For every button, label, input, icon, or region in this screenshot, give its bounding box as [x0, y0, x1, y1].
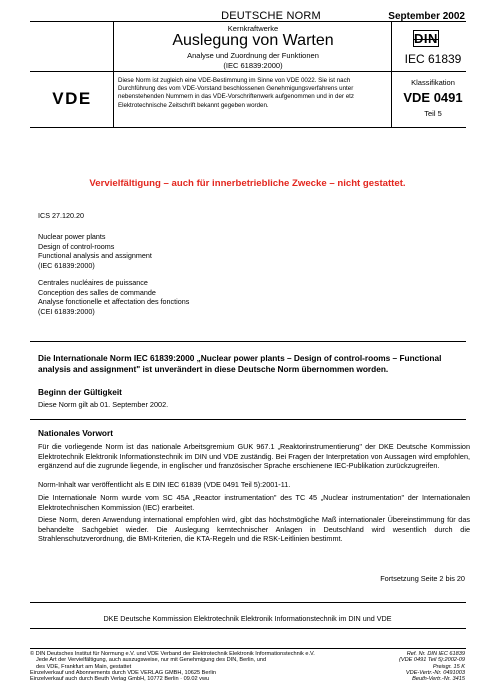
english-title-line: Design of control-rooms	[38, 241, 115, 251]
right-column-divider	[391, 21, 392, 127]
french-title-block	[38, 278, 189, 316]
english-title-line: Nuclear power plants	[38, 232, 106, 241]
deutsche-norm-label: DEUTSCHE NORM	[221, 10, 321, 22]
document-title: Auslegung von Warten	[172, 32, 334, 49]
title-description: Analyse und Zuordnung der Funktionen	[187, 51, 319, 60]
content-rule-2	[30, 419, 466, 420]
klassifikation-label: Klassifikation	[411, 78, 455, 87]
footer-ref-line: (VDE 0491 Teil 5):2002-09	[398, 657, 465, 664]
french-title-line: Centrales nucléaires de puissance	[38, 278, 148, 287]
klassifikation-number: VDE 0491	[403, 90, 463, 105]
english-title-line: (IEC 61839:2000)	[38, 260, 95, 270]
french-title-line: Analyse fonctionelle et affectation des fonctions	[38, 297, 190, 306]
vorwort-paragraph: Norm-Inhalt war veröffentlicht als E DIN IEC 61839 (VDE 0491 Teil 5):2001-11.	[38, 480, 291, 489]
footer-ref-line: Preisgr. 15 K	[432, 663, 465, 670]
din-logo-icon: DIN	[414, 31, 438, 46]
left-column-divider	[113, 21, 114, 127]
header-bottom-rule	[30, 71, 466, 72]
footer-ref-line: Beuth-Vertr.-Nr. 3415	[412, 676, 465, 683]
vde-block-bottom-rule	[30, 127, 466, 128]
content-rule-4	[30, 628, 466, 629]
continuation-note: Fortsetzung Seite 2 bis 20	[380, 574, 465, 583]
vde-statement-line: Elektrotechnische Zeitschrift bekannt gegeben worden.	[118, 101, 269, 109]
validity-heading: Beginn der Gültigkeit	[38, 387, 122, 397]
footer-rule	[30, 648, 466, 649]
copy-warning: Vervielfältigung – auch für innerbetriebliche Zwecke – nicht gestattet.	[89, 178, 406, 189]
dke-line: DKE Deutsche Kommission Elektrotechnik Elektronik Informationstechnik im DIN und VDE	[103, 614, 392, 623]
english-title-line: Functional analysis and assignment	[38, 251, 152, 260]
ics-code: ICS 27.120.20	[38, 211, 84, 220]
footer-reference	[345, 651, 465, 682]
footer-ref-line: VDE-Vertr.-Nr. 0491003	[405, 669, 465, 676]
content-rule-3	[30, 602, 466, 603]
publication-date: September 2002	[388, 11, 465, 22]
footer-line: Jede Art der Vervielfältigung, auch auszugsweise, nur mit Genehmigung des DIN, Berlin, und	[36, 657, 267, 664]
vde-statement-line: Diese Norm ist zugleich eine VDE-Bestimmung im Sinne von VDE 0022. Sie ist nach	[118, 77, 351, 84]
vde-logo-icon: VDE	[52, 89, 92, 108]
klassifikation-teil: Teil 5	[424, 109, 442, 118]
vde-statement	[118, 77, 388, 110]
vde-statement-line: nebenstehenden Nummern in das VDE-Vorschriftenwerk aufgenommen und in der etz	[118, 93, 354, 101]
french-title-line: Conception des salles de commande	[38, 287, 156, 297]
vorwort-paragraph: Diese Norm, deren Anwendung international empfohlen wird, gibt das höchstmögliche Maß internationaler Übereinstimmung für das behandelte Sachgebiet wieder. Die Auslegung kerntechnischer Anlagen in Deutschland wird wesentlich durch die Strahlenschutzverordnung, die BMI-Kriterien, die KTA-Regeln und die RSK-Leitlinien bestimmt.	[38, 515, 470, 544]
footer-line: © DIN Deutsches Institut für Normung e.V. und VDE Verband der Elektrotechnik Elektronik Informationstechnik e.V.	[30, 651, 315, 657]
content-rule-1	[30, 341, 466, 342]
english-title-block	[38, 232, 152, 270]
footer-line: Einzelverkauf und Abonnements durch VDE VERLAG GMBH, 10625 Berlin	[30, 669, 216, 676]
footer-copyright	[30, 651, 360, 682]
footer-line: Einzelverkauf auch durch Beuth Verlag GmbH, 10772 Berlin · 09.02 vwu	[30, 676, 210, 683]
vorwort-paragraph: Für die vorliegende Norm ist das nationale Arbeitsgremium GUK 967.1 „Reaktorinstrumentierung" der DKE Deutsche Kommission Elektrotechnik Elektronik Informationstechnik im DIN und VDE zuständig. Bei Fragen der Interpretation von Aussagen wird empfohlen, ergänzend auf die zugrunde liegende, in englischer und französischer Sprache erschienene IEC-Publikation zurückzugreifen.	[38, 442, 470, 471]
validity-text: Diese Norm gilt ab 01. September 2002.	[38, 400, 169, 409]
vorwort-heading: Nationales Vorwort	[38, 428, 113, 438]
title-reference: (IEC 61839:2000)	[223, 61, 283, 70]
vde-statement-line: Durchführung des vom VDE-Vorstand beschlossenen Genehmigungsverfahrens unter	[118, 85, 354, 93]
vorwort-paragraph: Die Internationale Norm wurde vom SC 45A „Reactor instrumentation" des TC 45 „Nuclear instrumentation" der Internationalen Elektrotechnischen Kommission (IEC) erarbeitet.	[38, 493, 470, 512]
footer-line: des VDE, Frankfurt am Main, gestattet	[36, 663, 132, 670]
title-subject: Kernkraftwerke	[227, 24, 279, 33]
footer-ref-line: Ref. Nr. DIN IEC 61839	[406, 651, 465, 657]
iec-number: IEC 61839	[404, 52, 462, 66]
international-norm-statement: Die Internationale Norm IEC 61839:2000 „Nuclear power plants – Design of control-rooms – Functional analysis and assignment" ist unverändert in diese Deutsche Norm übernommen worden.	[38, 353, 442, 374]
french-title-line: (CEI 61839:2000)	[38, 306, 95, 316]
